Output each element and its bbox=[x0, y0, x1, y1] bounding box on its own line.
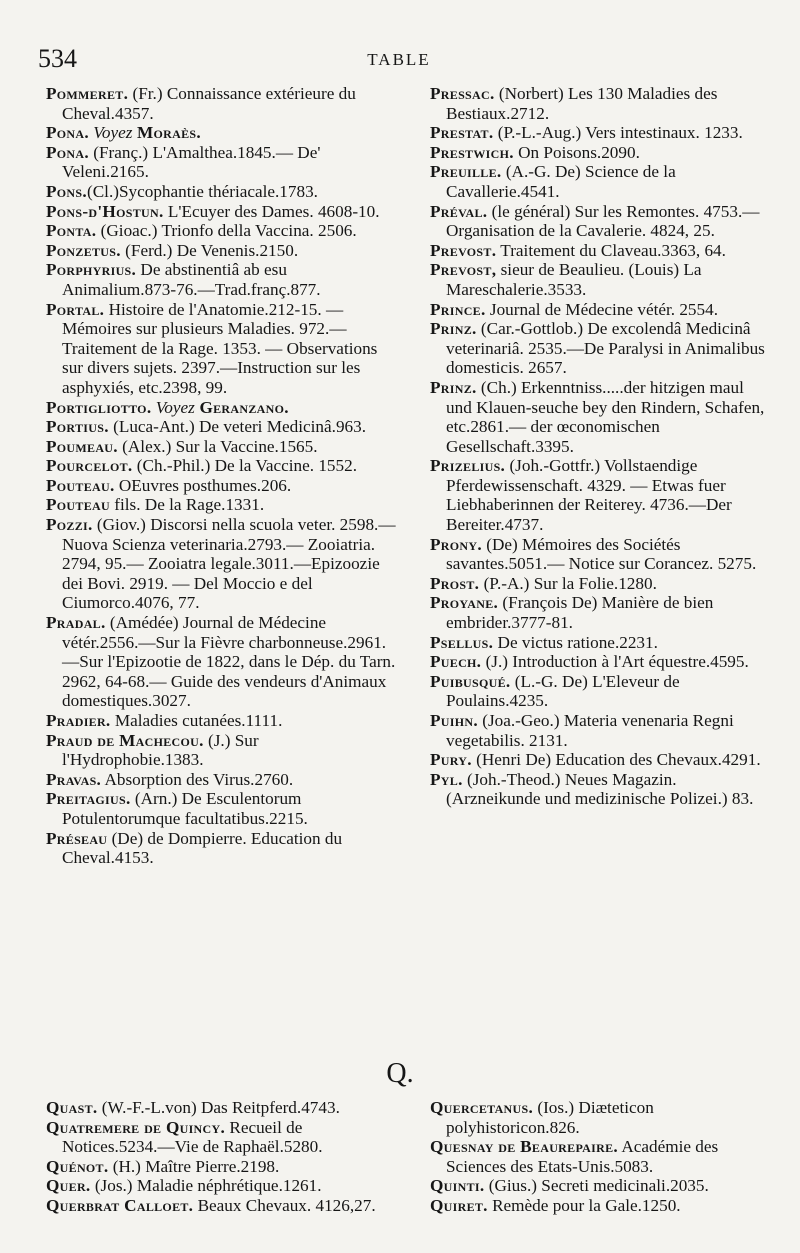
entry-text: (Norbert) Les 130 Maladies des Bestiaux.2712. bbox=[446, 84, 718, 123]
entry-text: (Luca-Ant.) De veteri Medicinâ.963. bbox=[108, 417, 367, 437]
entry-text: OEuvres posthumes.206. bbox=[114, 475, 292, 495]
entry-author: Portigliotto. bbox=[46, 397, 152, 417]
entry-text: On Poisons.2090. bbox=[513, 142, 640, 162]
entry-text: (François De) Manière de bien embrider.3777-81. bbox=[446, 593, 714, 633]
entry-author: Pouteau. bbox=[46, 475, 115, 495]
entry-author: Pravas. bbox=[46, 769, 102, 789]
entry-text: Histoire de l'Anatomie.212-15. — Mémoires sur plusieurs Maladies. 972.— Traitement de la Rage. 1353. — Observations sur divers sujets. 2397.—Instruction sur les asphyxiés, etc.2398, 99. bbox=[62, 299, 378, 397]
index-entry bbox=[430, 535, 766, 574]
entry-author: Prinz. bbox=[430, 377, 477, 397]
entry-author: Quesnay de Beaurepaire. bbox=[430, 1137, 618, 1157]
entry-author: Portal. bbox=[46, 299, 105, 319]
index-entry bbox=[46, 260, 396, 299]
index-entry bbox=[430, 593, 766, 632]
index-entry bbox=[46, 1098, 396, 1118]
index-entry bbox=[46, 1157, 396, 1177]
index-entry bbox=[430, 241, 766, 261]
entry-text: (le général) Sur les Remontes. 4753.— Organisation de la Cavalerie. 4824, 25. bbox=[446, 201, 760, 241]
entry-text: fils. De la Rage.1331. bbox=[109, 495, 265, 515]
entry-author: Prevost. bbox=[430, 240, 497, 260]
index-entry bbox=[46, 241, 396, 261]
entry-text: (Jos.) Maladie néphrétique.1261. bbox=[90, 1176, 322, 1196]
entry-text: Recueil de Notices.5234.—Vie de Raphaël.5280. bbox=[62, 1117, 323, 1157]
entry-author: Ponta. bbox=[46, 221, 97, 241]
index-entry bbox=[46, 711, 396, 731]
entry-text: Remède pour la Gale.1250. bbox=[487, 1195, 681, 1215]
entry-text: (De) Mémoires des Sociétés savantes.5051.— Notice sur Corancez. 5275. bbox=[446, 534, 757, 574]
index-entry bbox=[46, 437, 396, 457]
index-entry bbox=[430, 711, 766, 750]
page-header bbox=[38, 44, 760, 78]
index-entry bbox=[46, 300, 396, 398]
index-entry bbox=[430, 750, 766, 770]
entry-text: (Giov.) Discorsi nella scuola veter. 2598.— Nuova Scienza veterinaria.2793.— Zooiatria. 2794, 95.— Zooiatra legale.3011.—Epizoozie dei Bovi. 2919. — Del Moccio e del Ciumorco.4076, 77. bbox=[62, 515, 396, 613]
entry-text: (De) de Dompierre. Education du Cheval.4153. bbox=[62, 828, 343, 868]
entry-text: (Franç.) L'Amalthea.1845.— De' Veleni.2165. bbox=[62, 142, 321, 182]
entry-text: Maladies cutanées.1111. bbox=[110, 711, 283, 730]
entry-text: Traitement du Claveau.3363, 64. bbox=[496, 240, 726, 260]
index-entry bbox=[430, 1196, 766, 1216]
entry-author: Quénot. bbox=[46, 1156, 109, 1176]
entry-author: Quercetanus. bbox=[430, 1098, 534, 1117]
entry-text: Académie des Sciences des Etats-Unis.5083. bbox=[446, 1137, 719, 1176]
entry-author: Quiret. bbox=[430, 1195, 488, 1215]
entry-see-ref: Voyez bbox=[155, 397, 195, 417]
index-entry bbox=[46, 417, 396, 437]
p-entries-left-column bbox=[46, 84, 396, 868]
entry-author: Puihn. bbox=[430, 711, 478, 730]
section-letter-q: Q. bbox=[386, 1058, 414, 1089]
index-entry bbox=[430, 672, 766, 711]
index-entry bbox=[46, 143, 396, 182]
entry-text: L'Ecuyer des Dames. 4608-10. bbox=[163, 201, 380, 221]
entry-text: (W.-F.-L.von) Das Reitpferd.4743. bbox=[97, 1098, 340, 1117]
entry-text: (Fr.) Connaissance extérieure du Cheval.4357. bbox=[62, 84, 356, 123]
entry-text: (A.-G. De) Science de la Cavallerie.4541. bbox=[446, 162, 676, 201]
index-entry bbox=[430, 123, 766, 143]
entry-author: Pradier. bbox=[46, 711, 111, 730]
entry-text: (Gius.) Secreti medicinali.2035. bbox=[484, 1176, 709, 1196]
entry-author: Pouteau bbox=[46, 495, 110, 515]
index-entry bbox=[46, 829, 396, 868]
index-entry bbox=[46, 789, 396, 828]
entry-text: Absorption des Virus.2760. bbox=[101, 769, 294, 789]
index-entry bbox=[46, 84, 396, 123]
entry-author: Pona. bbox=[46, 142, 89, 162]
entry-text: Beaux Chevaux. 4126,27. bbox=[193, 1195, 376, 1215]
index-entry bbox=[46, 613, 396, 711]
p-entries-right-column bbox=[430, 84, 766, 809]
index-entry bbox=[46, 221, 396, 241]
index-entry bbox=[430, 633, 766, 653]
entry-text: De victus ratione.2231. bbox=[493, 632, 658, 652]
entry-author: Pyl. bbox=[430, 769, 463, 789]
index-entry bbox=[430, 1137, 766, 1176]
index-entry bbox=[46, 182, 396, 202]
index-entry bbox=[430, 260, 766, 299]
entry-see-ref: Voyez bbox=[93, 123, 133, 143]
entry-author: Porphyrius. bbox=[46, 260, 137, 280]
entry-author: Quast. bbox=[46, 1098, 98, 1117]
index-entry bbox=[46, 515, 396, 613]
entry-author: Prince. bbox=[430, 299, 486, 319]
entry-author: Prinz. bbox=[430, 319, 477, 339]
entry-author: Prizelius. bbox=[430, 456, 506, 476]
index-entry bbox=[430, 574, 766, 594]
entry-author: Préval. bbox=[430, 201, 488, 221]
running-title: TABLE bbox=[367, 50, 431, 69]
index-entry bbox=[430, 300, 766, 320]
index-entry bbox=[430, 456, 766, 534]
index-entry bbox=[430, 143, 766, 163]
entry-author: Pury. bbox=[430, 750, 472, 770]
entry-author: Pressac. bbox=[430, 84, 495, 103]
q-entries-right-column bbox=[430, 1098, 766, 1216]
entry-text: (Ios.) Diæteticon polyhistoricon.826. bbox=[446, 1098, 654, 1137]
entry-author: Pradal. bbox=[46, 613, 106, 633]
entry-text: Journal de Médecine vétér. 2554. bbox=[485, 299, 719, 319]
entry-author: Quer. bbox=[46, 1176, 91, 1196]
index-entry bbox=[430, 652, 766, 672]
entry-author: Prost. bbox=[430, 573, 480, 593]
entry-author: Quinti. bbox=[430, 1176, 485, 1196]
entry-author: Querbrat Calloet. bbox=[46, 1195, 194, 1215]
entry-author: Pons-d'Hostun. bbox=[46, 201, 164, 221]
entry-author: Poumeau. bbox=[46, 436, 118, 456]
index-entry bbox=[430, 1176, 766, 1196]
entry-text: (J.) Sur l'Hydrophobie.1383. bbox=[62, 730, 259, 770]
entry-author: Praud de Machecou. bbox=[46, 730, 204, 750]
index-entry bbox=[46, 770, 396, 790]
entry-author: Portius. bbox=[46, 417, 109, 437]
index-entry bbox=[430, 84, 766, 123]
index-entry bbox=[46, 123, 396, 143]
index-entry bbox=[430, 319, 766, 378]
entry-text: (Ch.) Erkenntniss.....der hitzigen maul und Klauen-seuche bey den Rindern, Schafen, etc.2861.— der œconomischen Gesellschaft.3395. bbox=[446, 377, 765, 456]
index-entry bbox=[46, 1196, 396, 1216]
entry-author-ref: Geranzano. bbox=[194, 397, 289, 417]
entry-text: (Joh.-Gottfr.) Vollstaendige Pferdewissenschaft. 4329. — Etwas fuer Liebhaberinnen der Reiterey. 4736.—Der Bereiter.4737. bbox=[446, 456, 732, 535]
index-entry bbox=[46, 731, 396, 770]
entry-author: Pons. bbox=[46, 181, 87, 201]
entry-author: Pommeret. bbox=[46, 84, 129, 103]
index-entry bbox=[430, 770, 766, 809]
entry-text: (J.) Introduction à l'Art équestre.4595. bbox=[481, 652, 749, 672]
index-entry bbox=[46, 202, 396, 222]
entry-author-ref: Moraès. bbox=[132, 123, 201, 143]
entry-text: (Joh.-Theod.) Neues Magazin. (Arzneikunde und medizinische Polizei.) 83. bbox=[446, 769, 754, 809]
index-entry bbox=[430, 1098, 766, 1137]
entry-text: (P.-A.) Sur la Folie.1280. bbox=[479, 573, 657, 593]
entry-author: Preitagius. bbox=[46, 789, 131, 809]
entry-text: (Henri De) Education des Chevaux.4291. bbox=[471, 750, 761, 770]
index-entry bbox=[430, 378, 766, 456]
entry-author: Quatremere de Quincy. bbox=[46, 1117, 226, 1137]
entry-author: Puibusqué. bbox=[430, 671, 511, 691]
entry-text: (Amédée) Journal de Médecine vétér.2556.—Sur la Fièvre charbonneuse.2961.—Sur l'Epizootie de 1822, dans le Dép. du Tarn. 2962, 64-68.— Guide des vendeurs d'Animaux domestiques.3027. bbox=[62, 613, 396, 711]
entry-text: (Alex.) Sur la Vaccine.1565. bbox=[117, 436, 318, 456]
entry-author: Ponzetus. bbox=[46, 240, 121, 260]
entry-text: (Car.-Gottlob.) De excolendâ Medicinâ veterinariâ. 2535.—De Paralysi in Animalibus domesticis. 2657. bbox=[446, 319, 765, 378]
entry-author: Pona. bbox=[46, 123, 89, 143]
entry-text: (H.) Maître Pierre.2198. bbox=[108, 1156, 280, 1176]
entry-author: Preuille. bbox=[430, 162, 502, 182]
entry-text: (Arn.) De Esculentorum Potulentorumque facultatibus.2215. bbox=[62, 789, 308, 828]
entry-text: De abstinentiâ ab esu Animalium.873-76.—Trad.franç.877. bbox=[62, 260, 321, 299]
entry-author: Psellus. bbox=[430, 632, 494, 652]
entry-text: sieur de Beaulieu. (Louis) La Mareschalerie.3533. bbox=[446, 260, 702, 299]
entry-author: Puech. bbox=[430, 652, 482, 672]
entry-author: Prestat. bbox=[430, 123, 494, 143]
entry-author: Pozzi. bbox=[46, 515, 93, 535]
entry-author: Préseau bbox=[46, 828, 108, 848]
index-entry bbox=[46, 398, 396, 418]
index-entry bbox=[46, 1118, 396, 1157]
entry-author: Pourcelot. bbox=[46, 456, 133, 476]
q-entries-left-column bbox=[46, 1098, 396, 1216]
entry-text: (Ch.-Phil.) De la Vaccine. 1552. bbox=[132, 456, 357, 476]
entry-text: (Cl.)Sycophantie thériacale.1783. bbox=[86, 181, 318, 201]
index-entry bbox=[46, 1176, 396, 1196]
index-entry bbox=[46, 456, 396, 476]
entry-author: Prestwich. bbox=[430, 142, 514, 162]
entry-author: Prony. bbox=[430, 534, 482, 554]
entry-author: Prevost, bbox=[430, 260, 497, 280]
page-number: 534 bbox=[38, 44, 77, 73]
entry-text: (Ferd.) De Venenis.2150. bbox=[120, 240, 299, 260]
index-entry bbox=[46, 476, 396, 496]
index-entry bbox=[430, 162, 766, 201]
entry-text: (Joa.-Geo.) Materia venenaria Regni vegetabilis. 2131. bbox=[446, 711, 734, 750]
index-entry bbox=[430, 202, 766, 241]
index-entry bbox=[46, 495, 396, 515]
entry-author: Proyane. bbox=[430, 593, 499, 613]
entry-text: (L.-G. De) L'Eleveur de Poulains.4235. bbox=[446, 671, 680, 711]
entry-text: (P.-L.-Aug.) Vers intestinaux. 1233. bbox=[493, 123, 743, 143]
entry-text: (Gioac.) Trionfo della Vaccina. 2506. bbox=[96, 221, 357, 241]
